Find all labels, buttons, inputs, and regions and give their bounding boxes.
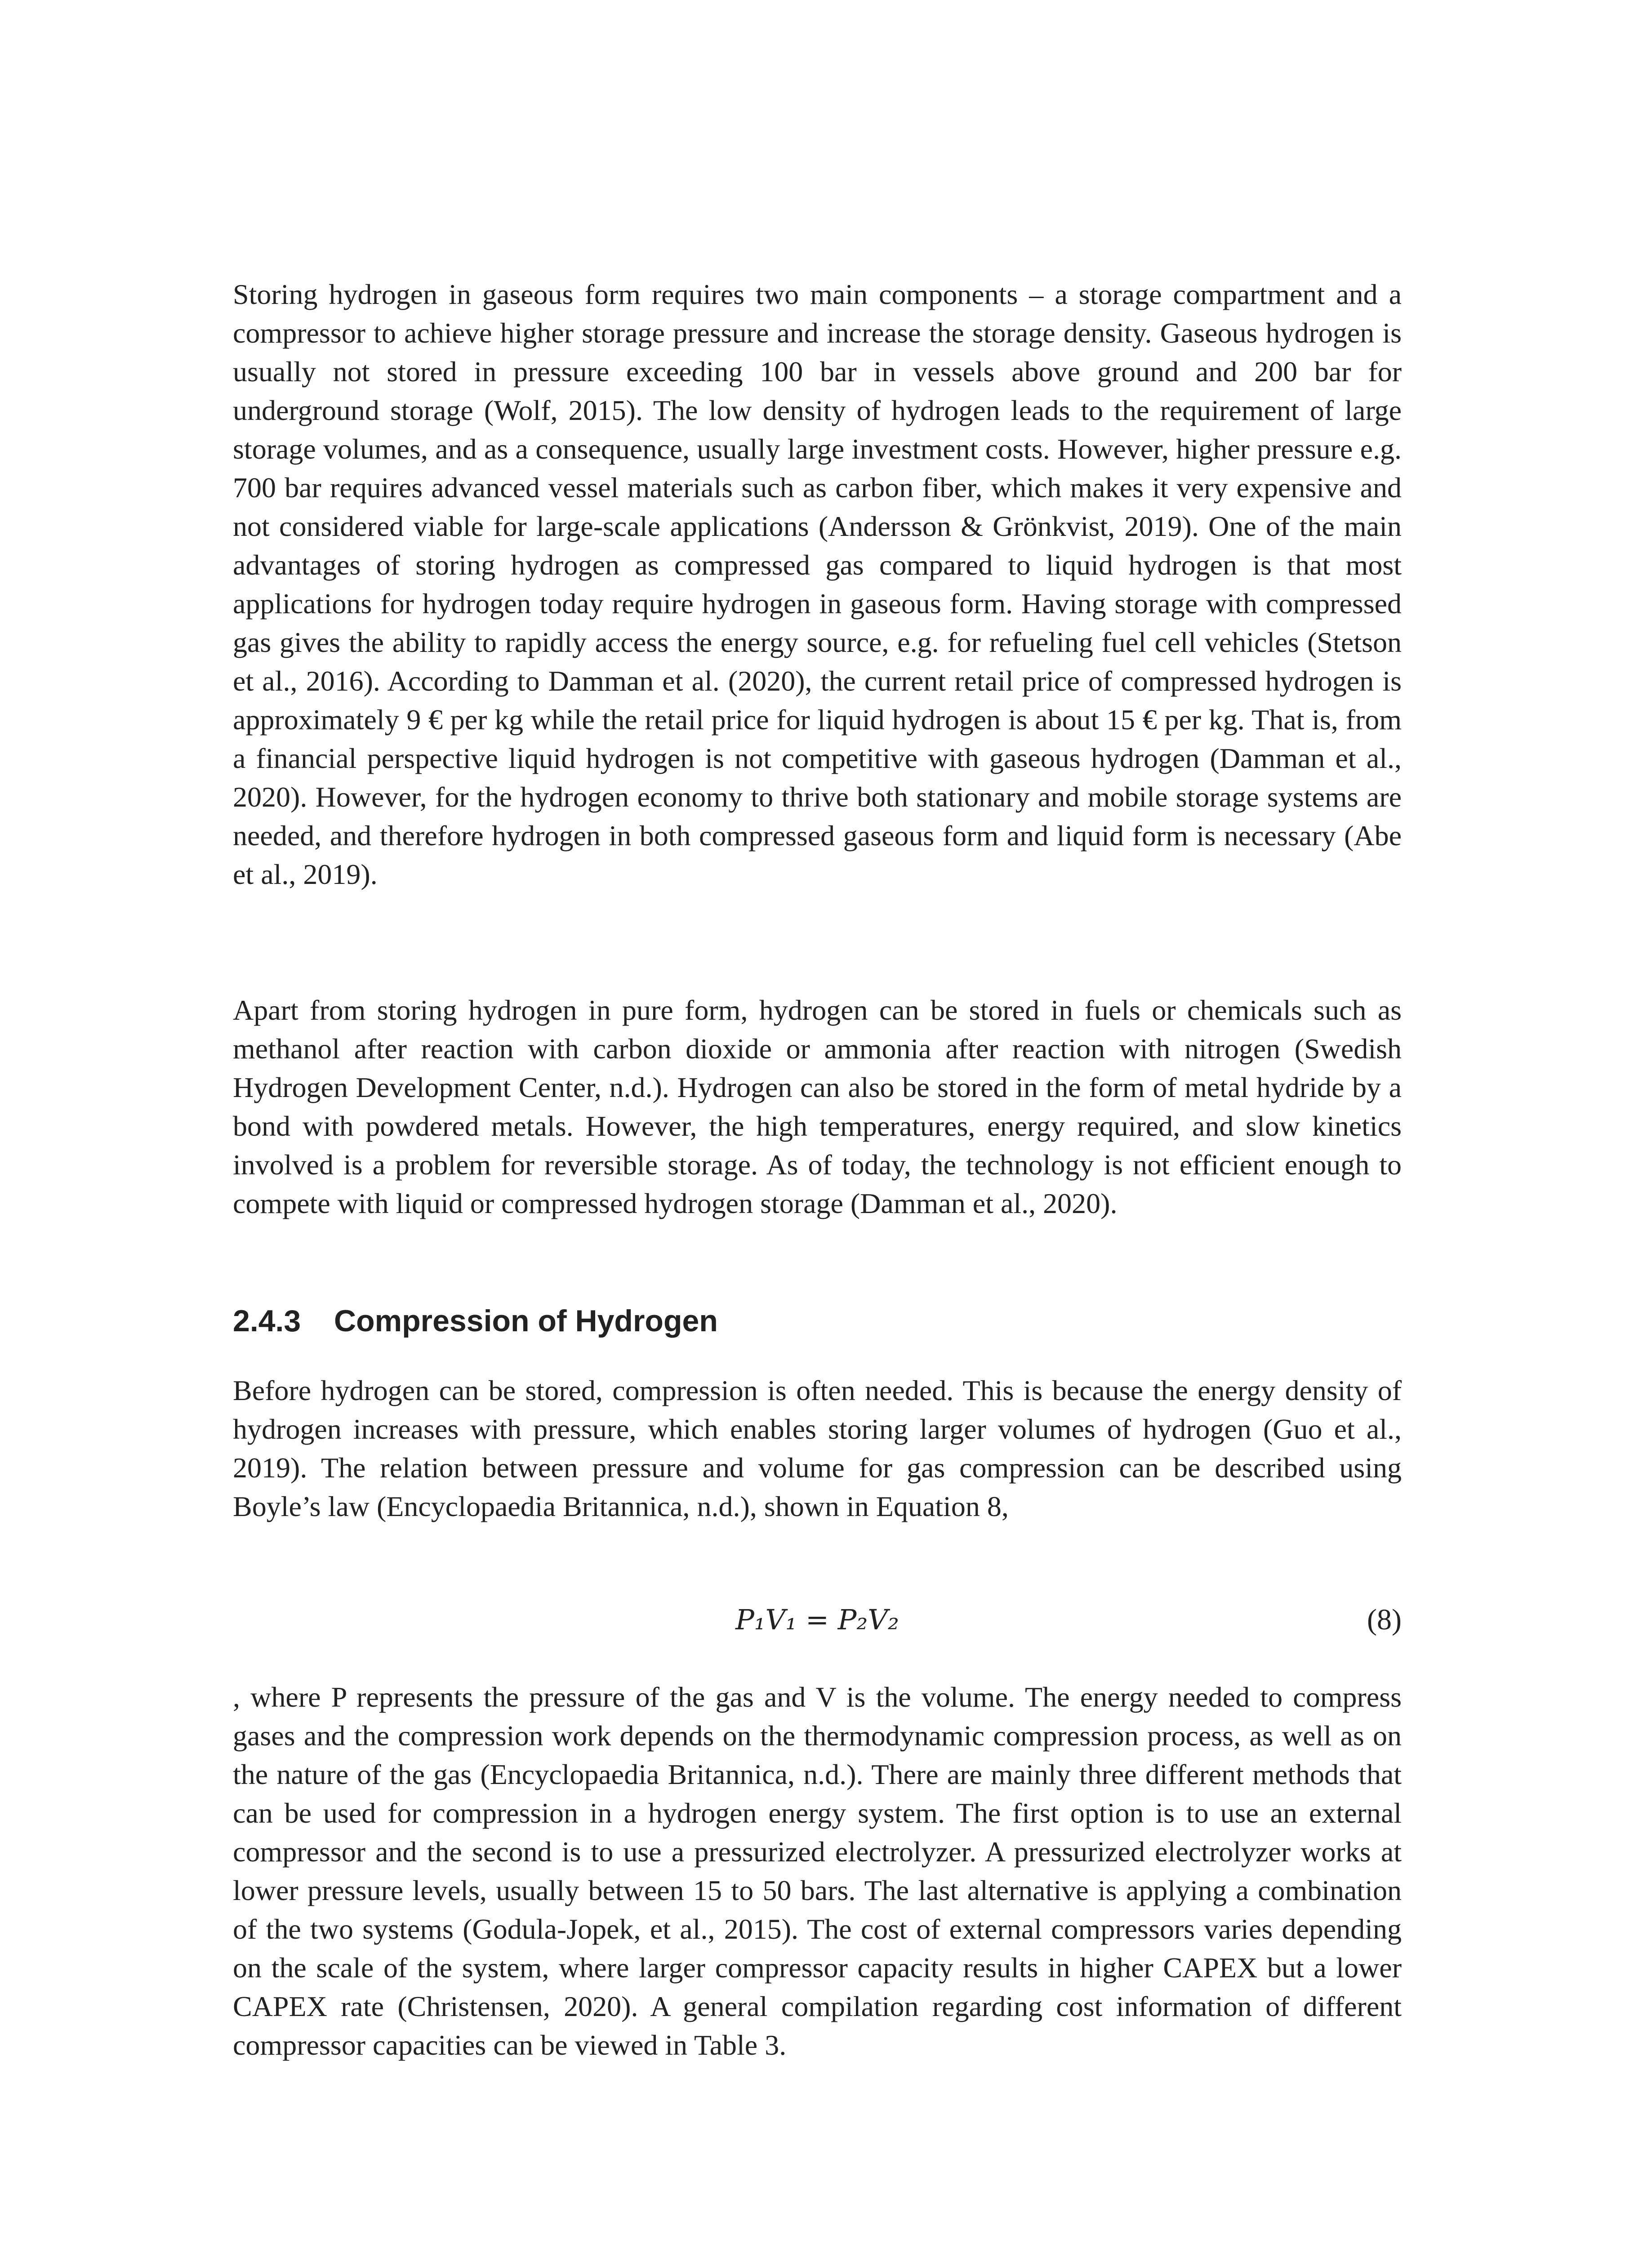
section-title: Compression of Hydrogen [334,1304,718,1338]
equation-number: (8) [1367,1603,1402,1636]
paragraph-compression-methods: , where P represents the pressure of the gas and V is the volume. The energy needed to compress gases and the compression work depends on the thermodynamic compression process, as well as on the nature of the gas (Encyclopaedia Britannica, n.d.). There are mainly three different methods that can be used for compression in a hydrogen energy system. The first option is to use an external compressor and the second is to use a pressurized electrolyzer. A pressurized electrolyzer works at lower pressure levels, usually between 15 to 50 bars. The last alternative is applying a combination of the two systems (Godula-Jopek, et al., 2015). The cost of external compressors varies depending on the scale of the system, where larger compressor capacity results in higher CAPEX but a lower CAPEX rate (Christensen, 2020). A general compilation regarding cost information of different compressor capacities can be viewed in Table 3. [233,1681,1402,2061]
section-heading [233,1301,718,1341]
equation-formula: P₁V₁ = P₂V₂ [735,1603,899,1636]
section-number: 2.4.3 [233,1304,301,1338]
equation-boyles-law [233,1597,1402,1642]
paragraph-compression-intro: Before hydrogen can be stored, compression is often needed. This is because the energy density of hydrogen increases with pressure, which enables storing larger volumes of hydrogen (Guo et al., 2019). The relation between pressure and volume for gas compression can be described using Boyle’s law (Encyclopaedia Britannica, n.d.), shown in Equation 8, [233,1374,1402,1522]
paragraph-gaseous-storage: Storing hydrogen in gaseous form requires two main components – a storage compartment and a compressor to achieve higher storage pressure and increase the storage density. Gaseous hydrogen is usually not stored in pressure exceeding 100 bar in vessels above ground and 200 bar for underground storage (Wolf, 2015). The low density of hydrogen leads to the requirement of large storage volumes, and as a consequence, usually large investment costs. However, higher pressure e.g. 700 bar requires advanced vessel materials such as carbon fiber, which makes it very expensive and not considered viable for large-scale applications (Andersson & Grönkvist, 2019). One of the main advantages of storing hydrogen as compressed gas compared to liquid hydrogen is that most applications for hydrogen today require hydrogen in gaseous form. Having storage with compressed gas gives the ability to rapidly access the energy source, e.g. for refueling fuel cell vehicles (Stetson et al., 2016). According to Damman et al. (2020), the current retail price of compressed hydrogen is approximately 9 € per kg while the retail price for liquid hydrogen is about 15 € per kg. That is, from a financial perspective liquid hydrogen is not competitive with gaseous hydrogen (Damman et al., 2020). However, for the hydrogen economy to thrive both stationary and mobile storage systems are needed, and therefore hydrogen in both compressed gaseous form and liquid form is necessary (Abe et al., 2019). [233,278,1402,890]
paragraph-chemical-storage: Apart from storing hydrogen in pure form, hydrogen can be stored in fuels or chemicals such as methanol after reaction with carbon dioxide or ammonia after reaction with nitrogen (Swedish Hydrogen Development Center, n.d.). Hydrogen can also be stored in the form of metal hydride by a bond with powdered metals. However, the high temperatures, energy required, and slow kinetics involved is a problem for reversible storage. As of today, the technology is not efficient enough to compete with liquid or compressed hydrogen storage (Damman et al., 2020). [233,994,1402,1219]
